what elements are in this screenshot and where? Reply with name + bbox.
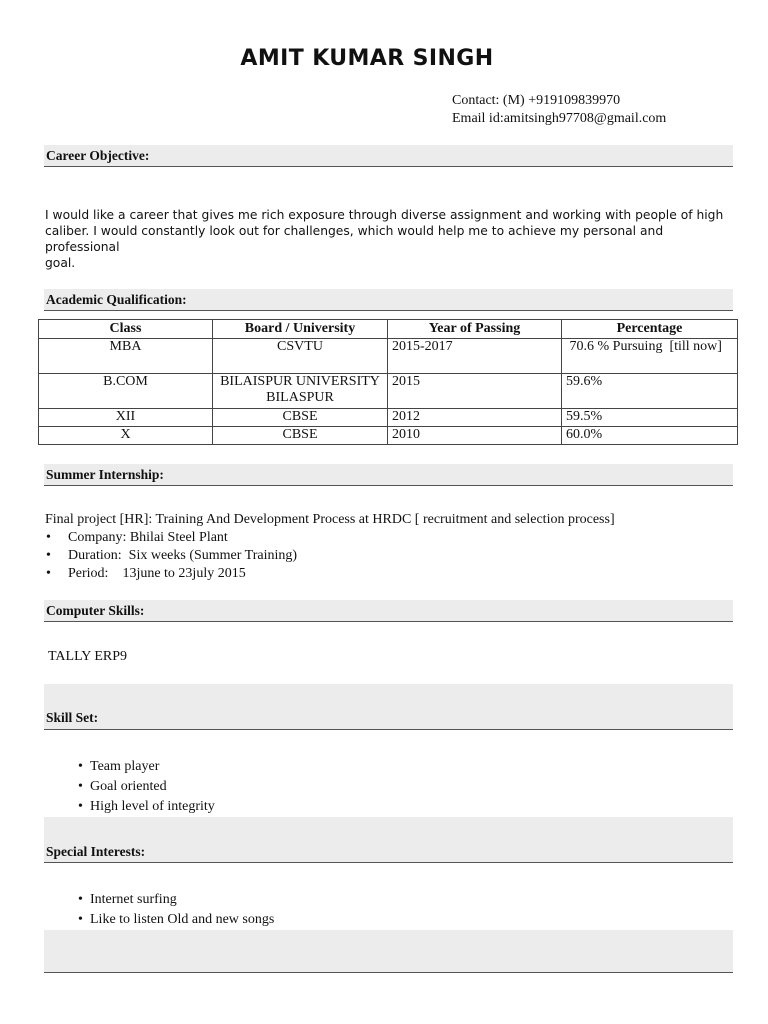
cell-percentage: 60.0% xyxy=(562,427,738,445)
career-objective-text xyxy=(45,207,730,271)
special-interests-band xyxy=(44,817,733,863)
career-objective-heading: Career Objective: xyxy=(46,148,150,163)
bullet: • xyxy=(78,799,83,814)
table-row xyxy=(39,427,738,445)
academic-table xyxy=(38,319,738,445)
table-row xyxy=(39,374,738,409)
internship-duration: Duration: Six weeks (Summer Training) xyxy=(68,548,298,563)
bullet: • xyxy=(46,548,51,563)
cell-class: X xyxy=(39,427,213,445)
cell-class: MBA xyxy=(39,339,213,374)
special-interests-heading: Special Interests: xyxy=(46,844,146,859)
cell-board: CSVTU xyxy=(213,339,388,374)
list-item xyxy=(46,566,246,582)
cell-percentage: 70.6 % Pursuing [till now] xyxy=(562,339,738,374)
skill-item: Team player xyxy=(90,759,160,774)
skill-item: High level of integrity xyxy=(90,799,215,814)
cell-year: 2015 xyxy=(388,374,562,409)
cell-class: B.COM xyxy=(39,374,213,409)
career-objective-line: caliber. I would constantly look out for challenges, which would help me to achieve my personal and professional xyxy=(45,224,664,254)
cell-board: CBSE xyxy=(213,409,388,427)
table-row xyxy=(39,409,738,427)
bullet: • xyxy=(78,912,83,927)
bullet: • xyxy=(78,779,83,794)
list-item xyxy=(78,759,159,775)
cell-percentage: 59.6% xyxy=(562,374,738,409)
list-item xyxy=(46,530,228,546)
internship-project: Final project [HR]: Training And Development Process at HRDC [ recruitment and selection process] xyxy=(45,512,615,527)
bullet: • xyxy=(46,566,51,581)
contact-phone: Contact: (M) +919109839970 xyxy=(452,93,621,108)
empty-section-band xyxy=(44,930,733,973)
cell-class: XII xyxy=(39,409,213,427)
internship-company: Company: Bhilai Steel Plant xyxy=(68,530,228,545)
internship-heading: Summer Internship: xyxy=(46,467,164,482)
table-header-row xyxy=(39,320,738,339)
cell-board: CBSE xyxy=(213,427,388,445)
cell-year: 2010 xyxy=(388,427,562,445)
list-item xyxy=(46,548,297,564)
interest-item: Like to listen Old and new songs xyxy=(90,912,275,927)
cell-board: BILAISPUR UNIVERSITY BILASPUR xyxy=(213,374,388,409)
computer-skills-heading: Computer Skills: xyxy=(46,603,145,618)
table-row xyxy=(39,339,738,374)
cell-percentage: 59.5% xyxy=(562,409,738,427)
academic-heading: Academic Qualification: xyxy=(46,292,187,307)
column-header-year: Year of Passing xyxy=(388,320,562,339)
column-header-class: Class xyxy=(39,320,213,339)
bullet: • xyxy=(78,892,83,907)
contact-email: Email id:amitsingh97708@gmail.com xyxy=(452,111,667,126)
column-header-percentage: Percentage xyxy=(562,320,738,339)
interest-item: Internet surfing xyxy=(90,892,177,907)
list-item xyxy=(78,912,274,928)
list-item xyxy=(78,779,167,795)
column-header-board: Board / University xyxy=(213,320,388,339)
bullet: • xyxy=(78,759,83,774)
list-item xyxy=(78,799,215,815)
bullet: • xyxy=(46,530,51,545)
career-objective-line: I would like a career that gives me rich exposure through diverse assignment and working with people of high xyxy=(45,208,724,222)
skill-set-heading: Skill Set: xyxy=(46,710,99,725)
career-objective-line: goal. xyxy=(45,256,76,270)
computer-skills-value: TALLY ERP9 xyxy=(48,649,128,664)
list-item xyxy=(78,892,177,908)
cell-year: 2012 xyxy=(388,409,562,427)
cell-year: 2015-2017 xyxy=(388,339,562,374)
skill-item: Goal oriented xyxy=(90,779,167,794)
candidate-name: AMIT KUMAR SINGH xyxy=(240,46,494,71)
skill-set-band xyxy=(44,684,733,730)
internship-period: Period: 13june to 23july 2015 xyxy=(68,566,246,581)
computer-skills-band xyxy=(44,600,733,622)
